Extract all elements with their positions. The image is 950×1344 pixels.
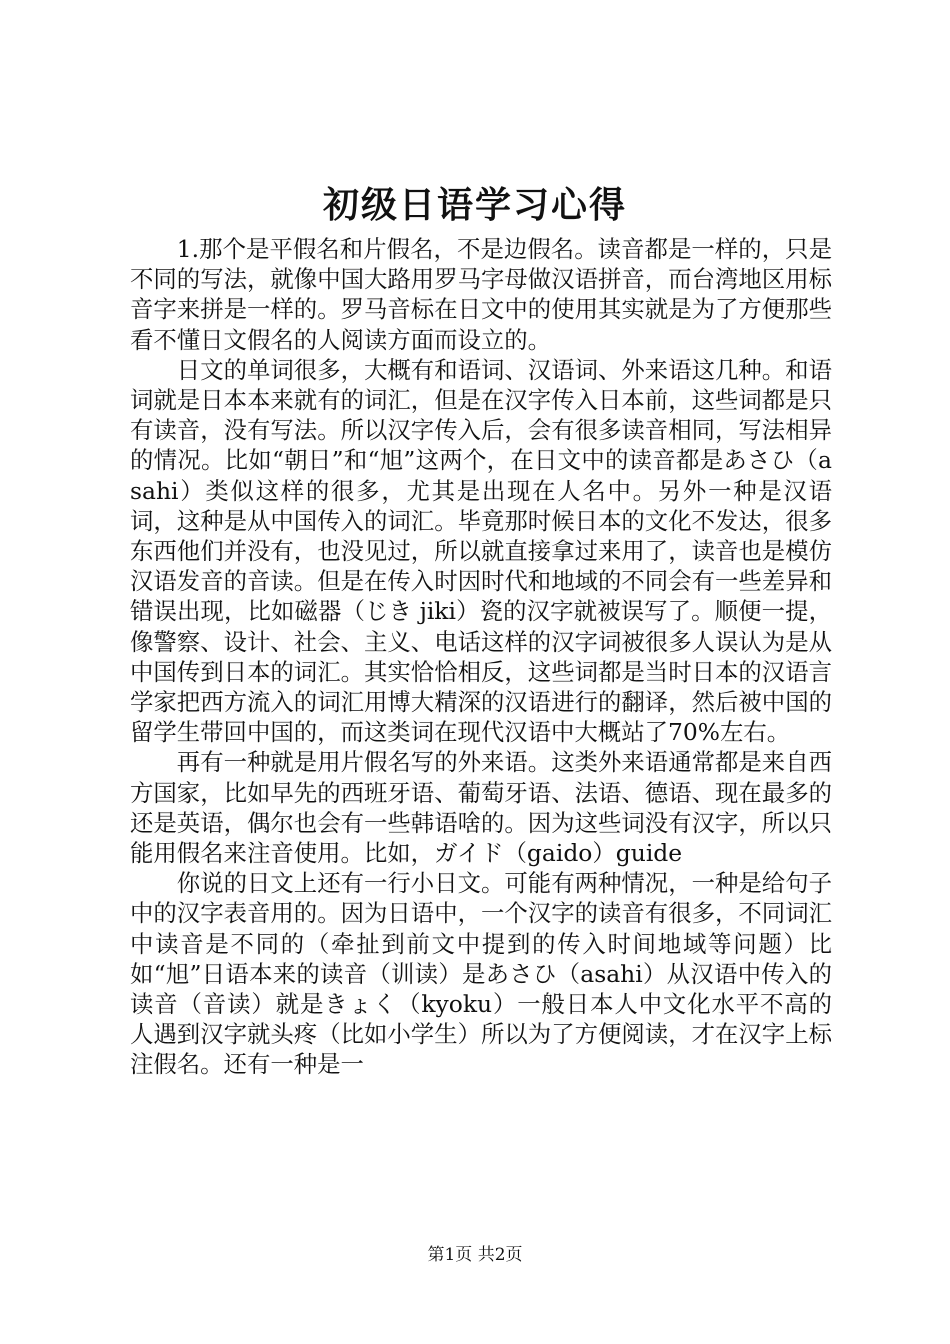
paragraph-1: 1.那个是平假名和片假名，不是边假名。读音都是一样的，只是不同的写法，就像中国大路用罗马字母做汉语拼音，而台湾地区用标音字来拼是一样的。罗马音标在日文中的使用其实就是为了方便那些看不懂日文假名的人阅读方面而设立的。: [130, 235, 832, 354]
paragraph-3: 再有一种就是用片假名写的外来语。这类外来语通常都是来自西方国家，比如早先的西班牙语、葡萄牙语、法语、德语、现在最多的还是英语，偶尔也会有一些韩语啥的。因为这些词没有汉字，所以只能用假名来注音使用。比如，ガイド（gaido）guide: [130, 748, 832, 868]
document-body: [130, 234, 832, 1080]
paragraph-2: 日文的单词很多，大概有和语词、汉语词、外来语这几种。和语词就是日本本来就有的词汇，但是在汉字传入日本前，这些词都是只有读音，没有写法。所以汉字传入后，会有很多读音相同，写法相异的情况。比如“朝日”和“旭”这两个，在日文中的读音都是あさひ（asahi）类似这样的很多，尤其是出现在人名中。另外一种是汉语词，这种是从中国传入的词汇。毕竟那时候日本的文化不发达，很多东西他们并没有，也没见过，所以就直接拿过来用了，读音也是模仿汉语发音的音读。但是在传入时因时代和地域的不同会有一些差异和错误出现，比如磁器（じき jiki）瓷的汉字就被误写了。顺便一提，像警察、设计、社会、主义、电话这样的汉字词被很多人误认为是从中国传到日本的词汇。其实恰恰相反，这些词都是当时日本的汉语言学家把西方流入的词汇用博大精深的汉语进行的翻译，然后被中国的留学生带回中国的，而这类词在现代汉语中大概站了70%左右。: [130, 355, 832, 747]
document-title: 初级日语学习心得: [322, 184, 627, 226]
page-footer: 第1页 共2页: [427, 1245, 523, 1265]
paragraph-4: 你说的日文上还有一行小日文。可能有两种情况，一种是给句子中的汉字表音用的。因为日语中，一个汉字的读音有很多，不同词汇中读音是不同的（牵扯到前文中提到的传入时间地域等问题）比如“旭”日语本来的读音（训读）是あさひ（asahi）从汉语中传入的读音（音读）就是きょく（kyoku）一般日本人中文化水平不高的人遇到汉字就头疼（比如小学生）所以为了方便阅读，才在汉字上标注假名。还有一种是一: [130, 869, 832, 1079]
